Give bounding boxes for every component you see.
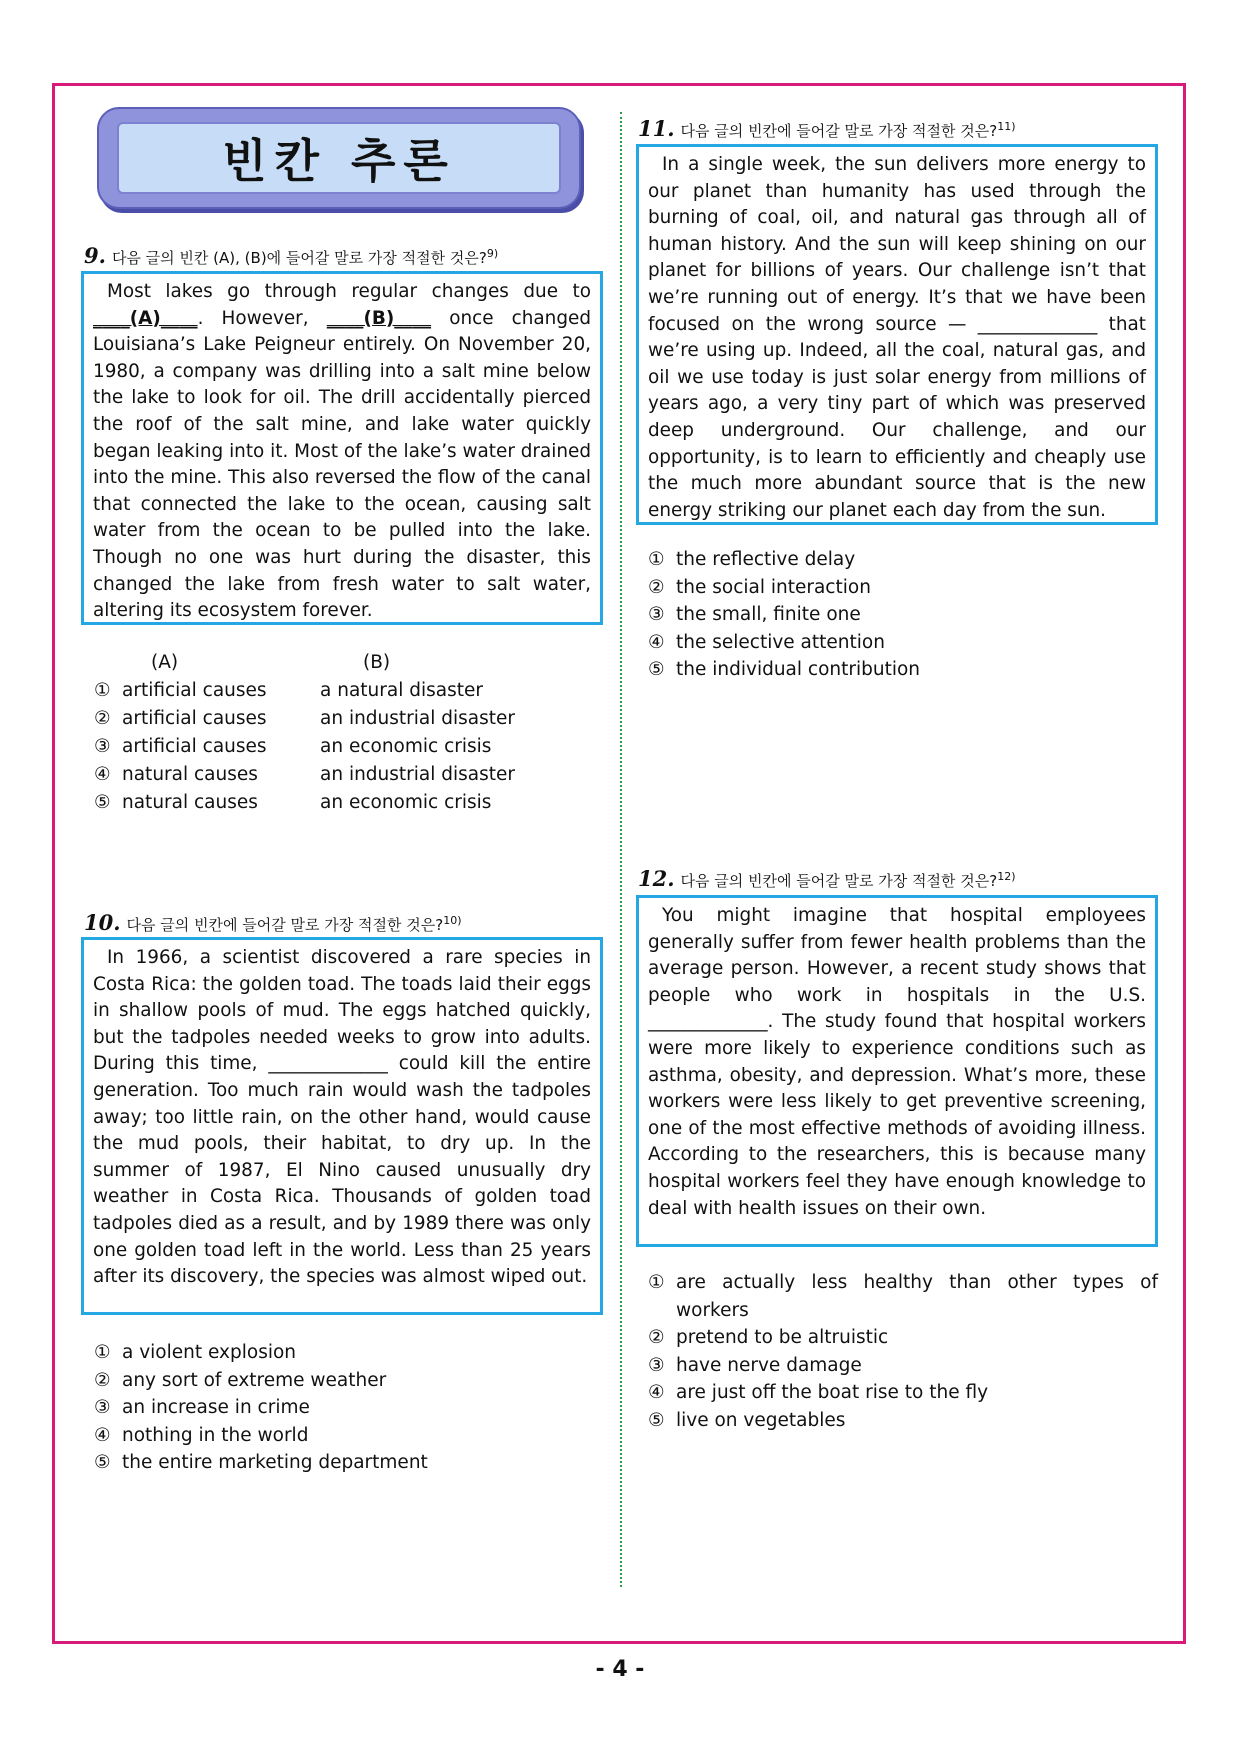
q9-blank-a: ____(A)____	[93, 307, 198, 329]
q10-option-text: any sort of extreme weather	[122, 1369, 387, 1391]
q10-option-marker: ②	[94, 1369, 111, 1391]
q12-option-text: pretend to be altruistic	[676, 1327, 889, 1349]
q11-option-4[interactable]	[648, 629, 920, 657]
q9-option-marker: ④	[94, 764, 111, 785]
q9-passage	[93, 279, 591, 625]
q9-option-b: an economic crisis	[320, 792, 492, 813]
q12-option-2[interactable]	[648, 1324, 1158, 1352]
q9-option-3[interactable]	[94, 733, 492, 761]
q12-option-3[interactable]	[648, 1352, 1158, 1380]
q12-options	[648, 1269, 1158, 1435]
q9-passage-text-1: Most lakes go through regular changes due to	[107, 281, 591, 302]
q11-option-text: the individual contribution	[676, 659, 921, 681]
q10-option-text: the entire marketing department	[122, 1452, 428, 1474]
q9-option-a: artificial causes	[122, 708, 267, 729]
q9-option-a: natural causes	[122, 764, 258, 785]
q11-option-marker: ①	[648, 549, 665, 570]
q11-option-3[interactable]	[648, 601, 920, 629]
q10-prompt: 다음 글의 빈칸에 들어갈 말로 가장 적절한 것은?	[126, 916, 444, 934]
q11-passage-box	[636, 144, 1158, 525]
q9-option-b: an economic crisis	[320, 736, 492, 757]
q12-option-text: are actually less healthy than other types of workers	[676, 1272, 1158, 1321]
q10-option-marker: ①	[94, 1342, 111, 1363]
q12-option-marker: ②	[648, 1327, 665, 1349]
q10-heading	[84, 910, 462, 936]
q11-option-marker: ④	[648, 631, 665, 653]
q12-option-text: have nerve damage	[676, 1354, 862, 1376]
q11-option-5[interactable]	[648, 656, 920, 684]
q9-col-b-header: (B)	[363, 652, 391, 673]
q9-option-b: an industrial disaster	[320, 764, 516, 785]
q12-footnote: 12)	[997, 870, 1016, 883]
q10-option-marker: ③	[94, 1397, 111, 1419]
q12-option-marker: ④	[648, 1382, 665, 1404]
q10-option-marker: ⑤	[94, 1452, 111, 1474]
q9-option-marker: ①	[94, 680, 111, 701]
q11-option-1[interactable]	[648, 546, 920, 574]
q12-option-5[interactable]	[648, 1407, 1158, 1435]
section-title: 빈칸 추론	[222, 134, 456, 188]
q10-option-2[interactable]	[94, 1367, 428, 1395]
q10-option-marker: ④	[94, 1424, 111, 1446]
q12-number: 12.	[638, 866, 675, 891]
q11-option-marker: ②	[648, 576, 665, 598]
q9-option-a: artificial causes	[122, 736, 267, 757]
q12-option-marker: ①	[648, 1272, 665, 1293]
q10-passage-box	[81, 937, 603, 1315]
q10-option-5[interactable]	[94, 1449, 428, 1477]
q10-options	[94, 1339, 428, 1477]
q12-heading	[638, 866, 1016, 892]
q12-option-1[interactable]	[648, 1269, 1158, 1324]
q11-option-marker: ③	[648, 604, 665, 626]
q9-option-5[interactable]	[94, 789, 492, 817]
q9-footnote: 9)	[486, 247, 499, 260]
q10-passage: In 1966, a scientist discovered a rare species in Costa Rica: the golden toad. The toads laid their eggs in shallow pools of mud. The eggs hatched quickly, but the tadpoles needed weeks to grow into adults. During this time, _____________ could kill the entire generation. Too much rain would wash the tadpoles away; too little rain, on the other hand, would cause the mud pools, their habitat, to dry up. In the summer of 1987, El Nino caused unusually dry weather in Costa Rica. Thousands of golden toad tadpoles died as a result, and by 1989 there was only one golden toad left in the world. Less than 25 years after its discovery, the species was almost wiped out.	[93, 947, 591, 1288]
q9-option-a: natural causes	[122, 792, 258, 813]
q11-option-marker: ⑤	[648, 659, 665, 681]
q10-option-4[interactable]	[94, 1422, 428, 1450]
q11-option-text: the social interaction	[676, 576, 871, 598]
q9-passage-box	[81, 271, 603, 625]
q12-option-text: live on vegetables	[676, 1409, 846, 1431]
q11-option-text: the reflective delay	[676, 549, 856, 570]
q11-number: 11.	[638, 116, 675, 141]
q9-option-2[interactable]	[94, 705, 516, 733]
q9-option-1[interactable]	[94, 677, 483, 705]
q9-option-a: artificial causes	[122, 680, 267, 701]
q9-option-4[interactable]	[94, 761, 516, 789]
q9-prompt: 다음 글의 빈칸 (A), (B)에 들어갈 말로 가장 적절한 것은?	[111, 249, 487, 267]
q9-option-marker: ③	[94, 736, 111, 757]
section-banner-inner	[117, 122, 561, 194]
q12-prompt: 다음 글의 빈칸에 들어갈 말로 가장 적절한 것은?	[680, 872, 998, 890]
q9-option-marker: ②	[94, 708, 111, 729]
q12-option-4[interactable]	[648, 1379, 1158, 1407]
q10-option-text: an increase in crime	[122, 1397, 310, 1419]
q12-option-marker: ③	[648, 1354, 665, 1376]
q11-heading	[638, 116, 1016, 142]
q10-option-text: a violent explosion	[122, 1342, 297, 1363]
q9-passage-text-2: . However,	[197, 307, 309, 329]
q11-options	[648, 546, 920, 684]
q10-number: 10.	[84, 910, 121, 935]
q9-passage-text-3: once changed Louisiana’s Lake Peigneur entirely. On November 20, 1980, a company was drilling into a salt mine below the lake to look for oil. The drill accidentally pierced the roof of the salt mine, and lake water quickly began leaking into it. Most of the lake’s water drained into the mine. This also reversed the flow of the canal that connected the lake to the ocean, causing salt water from the ocean to be pulled into the lake. Though no one was hurt during the disaster, this changed the lake from fresh water to salt water, altering its ecosystem forever.	[93, 307, 591, 622]
section-banner	[97, 107, 581, 209]
q9-option-b: a natural disaster	[320, 680, 483, 701]
q12-option-text: are just off the boat rise to the fly	[676, 1382, 989, 1404]
q11-footnote: 11)	[997, 120, 1016, 133]
q12-passage: You might imagine that hospital employees generally suffer from fewer health problems than the average person. However, a recent study shows that people who work in hospitals in the U.S. _____________. The study found that hospital workers were more likely to experience conditions such as asthma, obesity, and depression. What’s more, these workers were less likely to get preventive screening, one of the most effective methods of avoiding illness. According to the researchers, this is because many hospital workers feel they have enough knowledge to deal with health issues on their own.	[648, 905, 1146, 1219]
q9-number: 9.	[84, 243, 106, 268]
q10-footnote: 10)	[443, 914, 462, 927]
q10-option-text: nothing in the world	[122, 1424, 309, 1446]
q11-prompt: 다음 글의 빈칸에 들어갈 말로 가장 적절한 것은?	[680, 122, 998, 140]
q10-option-3[interactable]	[94, 1394, 428, 1422]
q9-option-marker: ⑤	[94, 792, 111, 813]
q11-option-text: the small, finite one	[676, 604, 861, 626]
q9-heading	[84, 243, 498, 269]
q9-option-b: an industrial disaster	[320, 708, 516, 729]
q11-option-text: the selective attention	[676, 631, 885, 653]
q9-blank-b: ____(B)____	[326, 307, 432, 329]
q11-passage: In a single week, the sun delivers more energy to our planet than humanity has used through the burning of coal, oil, and natural gas through all of human history. And the sun will keep shining on our planet for billions of years. Our challenge isn’t that we’re running out of energy. It’s that we have been focused on the wrong source — _____________ that we’re using up. Indeed, all the coal, natural gas, and oil we use today is just solar energy from millions of years ago, a very tiny part of which was preserved deep underground. Our challenge, and our opportunity, is to learn to efficiently and cheaply use the much more abundant source that is the new energy striking our planet each day from the sun.	[648, 154, 1146, 521]
q12-passage-box	[636, 895, 1158, 1247]
q12-option-marker: ⑤	[648, 1409, 665, 1431]
q10-option-1[interactable]	[94, 1339, 428, 1367]
page-number: - 4 -	[595, 1657, 645, 1682]
q9-col-a-header: (A)	[151, 652, 179, 673]
column-divider	[620, 112, 622, 1587]
q11-option-2[interactable]	[648, 574, 920, 602]
